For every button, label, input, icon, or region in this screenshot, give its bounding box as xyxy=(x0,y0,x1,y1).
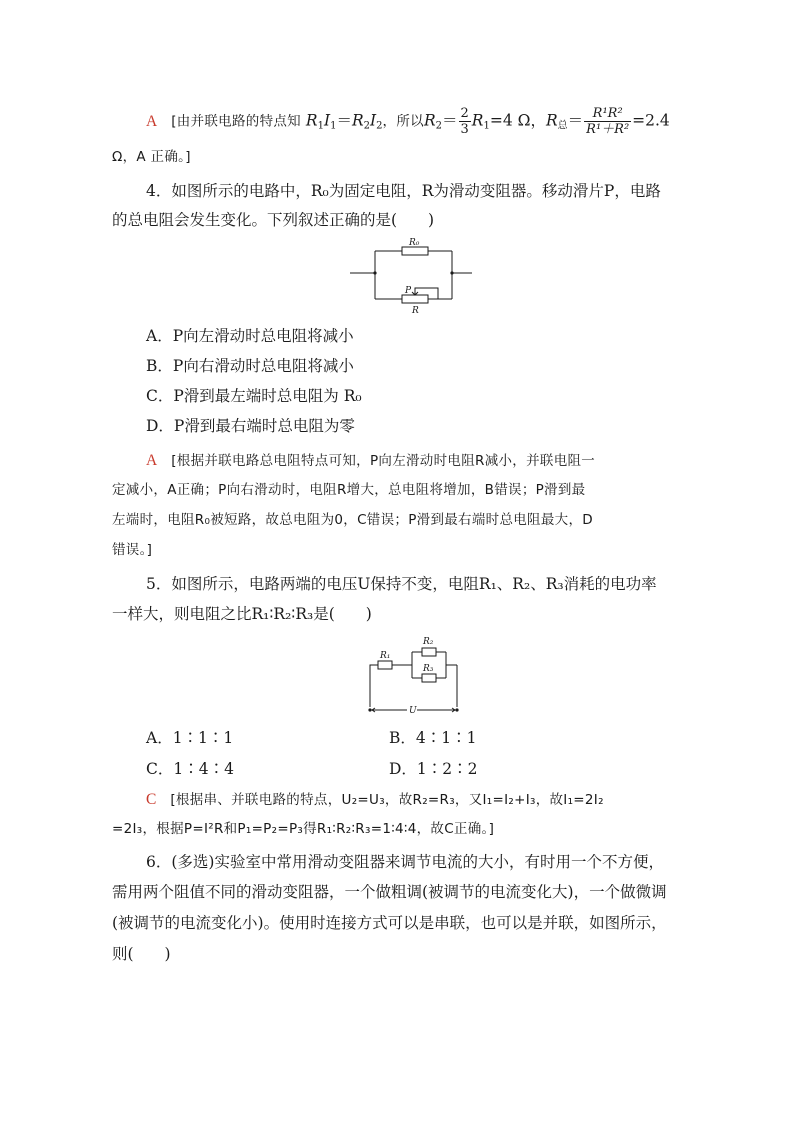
q5-option-c: C．1∶4∶4 xyxy=(146,760,234,778)
q4-answer-letter: A xyxy=(146,452,158,469)
answer3-fraction2: $\frac{\text{R¹R²}}{\text{R¹＋R²}}$ xyxy=(586,106,630,137)
q5-explanation-line1: C [根据串、并联电路的特点，U₂=U₃，故R₂=R₃，又I₁=I₂+I₃，故I₁=2I₂ xyxy=(146,791,604,808)
q4-explanation-line4: 错误。] xyxy=(112,542,153,558)
q5-label-r2: R₂ xyxy=(423,637,434,647)
answer3-line1: A [由并联电路的特点知 $R_1I_1=R_2I_2$，所以$R_2=$ $\frac{2}{3}$ $R_1=4$ Ω，$R_总=$ $\frac{\text{R¹R²}}{\text{R¹＋R²}}$ =2.4 xyxy=(146,106,670,137)
q4-explanation-line3: 左端时，电阻R₀被短路，故总电阻为0，C错误；P滑到最右端时总电阻最大，D xyxy=(112,512,593,528)
q4-line1: 4．如图所示的电路中，R₀为固定电阻，R为滑动变阻器。移动滑片P，电路 xyxy=(146,182,661,200)
q5-option-a: A．1∶1∶1 xyxy=(146,729,234,747)
q6-line2: 需用两个阻值不同的滑动变阻器，一个做粗调(被调节的电流变化大)，一个做微调 xyxy=(112,883,667,901)
answer3-text-c: =4 Ω， xyxy=(489,111,546,130)
q6-line3: (被调节的电流变化小)。使用时连接方式可以是串联，也可以是并联，如图所示， xyxy=(112,914,667,932)
q4-explanation-line1: A [根据并联电路总电阻特点可知，P向左滑动时电阻R减小，并联电阻一 xyxy=(146,452,596,469)
q4-label-r0: R₀ xyxy=(409,238,420,248)
q5-explanation-line2: =2I₃，根据P=I²R和P₁=P₂=P₃得R₁∶R₂∶R₃=1∶4∶4，故C正确。] xyxy=(112,821,495,837)
q5-label-u: U xyxy=(409,706,417,714)
q4-option-d: D．P滑到最右端时总电阻为零 xyxy=(146,417,355,435)
q4-line2: 的总电阻会发生变化。下列叙述正确的是( ) xyxy=(112,211,435,229)
q5-label-r3: R₃ xyxy=(423,664,434,674)
answer3-fraction: $\frac{2}{3}$ xyxy=(460,106,469,137)
answer3-letter: A xyxy=(146,112,158,130)
q4-label-p: P xyxy=(405,286,412,296)
answer3-text-d: =2.4 xyxy=(632,111,670,130)
q5-answer-letter: C xyxy=(146,791,157,808)
q5-label-r1: R₁ xyxy=(380,651,391,661)
answer3-text-a: [由并联电路的特点知 xyxy=(171,113,301,130)
q6-line4: 则( ) xyxy=(112,945,171,963)
q6-line1: 6．(多选)实验室中常用滑动变阻器来调节电流的大小，有时用一个不方便， xyxy=(146,853,664,871)
q4-explanation-line2: 定减小，A正确；P向右滑动时，电阻R增大，总电阻将增加，B错误；P滑到最 xyxy=(112,482,586,498)
answer3-text-b: ，所以 xyxy=(382,113,424,130)
q4-option-c: C．P滑到最左端时总电阻为 R₀ xyxy=(146,387,362,405)
q4-circuit-diagram xyxy=(350,236,480,316)
q4-label-r: R xyxy=(412,306,419,316)
q5-line1: 5．如图所示，电路两端的电压U保持不变，电阻R₁、R₂、R₃消耗的电功率 xyxy=(146,575,657,593)
answer3-line2: Ω，A 正确。] xyxy=(112,149,191,165)
q5-circuit-diagram xyxy=(362,634,462,714)
q5-option-b: B．4∶1∶1 xyxy=(389,729,477,747)
q5-line2: 一样大，则电阻之比R₁∶R₂∶R₃是( ) xyxy=(112,605,372,623)
q4-option-b: B．P向右滑动时总电阻将减小 xyxy=(146,357,354,375)
q5-option-d: D．1∶2∶2 xyxy=(389,760,478,778)
q4-option-a: A．P向左滑动时总电阻将减小 xyxy=(146,327,354,345)
